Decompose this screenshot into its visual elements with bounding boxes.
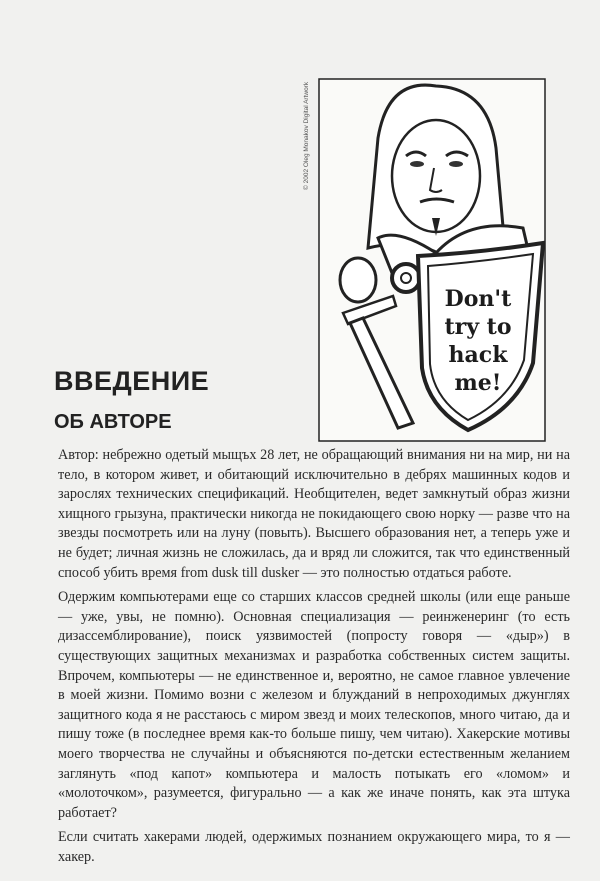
author-illustration [318,78,546,442]
section-title: ОБ АВТОРЕ [54,411,172,433]
illustration-credit: © 2002 Oleg Monakov Digital Artwork [303,81,310,190]
shield-text-line-2: try to [444,314,512,340]
shield-text-line-1: Don't [444,286,512,312]
paragraph: Одержим компьютерами еще со старших классов средней школы (или еще раньше — уже, увы, не помню). Основная специализация — реинженеринг (то есть дизассемблирование), поиск уязвимостей (попросту говоря — «дыр») в существующих защитных механизмах и разработка собственных систем защиты. Впрочем, компьютеры — не единственное и, вероятно, не самое главное увлечение в моей жизни. Помимо возни с железом и блужданий в непроходимых джунглях защитного кода я не расстаюсь с миром звезд и моих телескопов, много читаю, да и пишу тоже (в последнее время как-то больше пишу, чем читаю). Хакерские мотивы моего творчества не случайны и объясняются по-детски естественным желанием заглянуть «под капот» компьютера и малость потыкать его «ломом» и «молоточком», разумеется, фигурально — а как же иначе понять, как эта штука работает? [58,589,570,821]
shield-text-line-4: me! [454,370,502,396]
shield-text-line-3: hack [448,342,508,368]
paragraph: Если считать хакерами людей, одержимых познанием окружающего мира, то я — хакер. [58,829,570,865]
knight-cartoon-image [318,78,546,442]
chapter-title: ВВЕДЕНИЕ [54,366,210,396]
body-text [58,446,570,872]
paragraph: Автор: небрежно одетый мыщъх 28 лет, не обращающий внимания ни на мир, ни на тело, в котором живет, и обитающий исключительно в дебрях машинных кодов и зарослях технических спецификаций. Необщителен, ведет замкнутый образ жизни хищного грызуна, практически никогда не покидающего свою норку — разве что на звезды посмотреть или на луну (повыть). Высшего образования нет, а теперь уже и не будет; личная жизнь не сложилась, да и вряд ли сложится, так что единственный способ убить время from dusk till dusker — это полностью отдаться работе. [58,447,570,581]
